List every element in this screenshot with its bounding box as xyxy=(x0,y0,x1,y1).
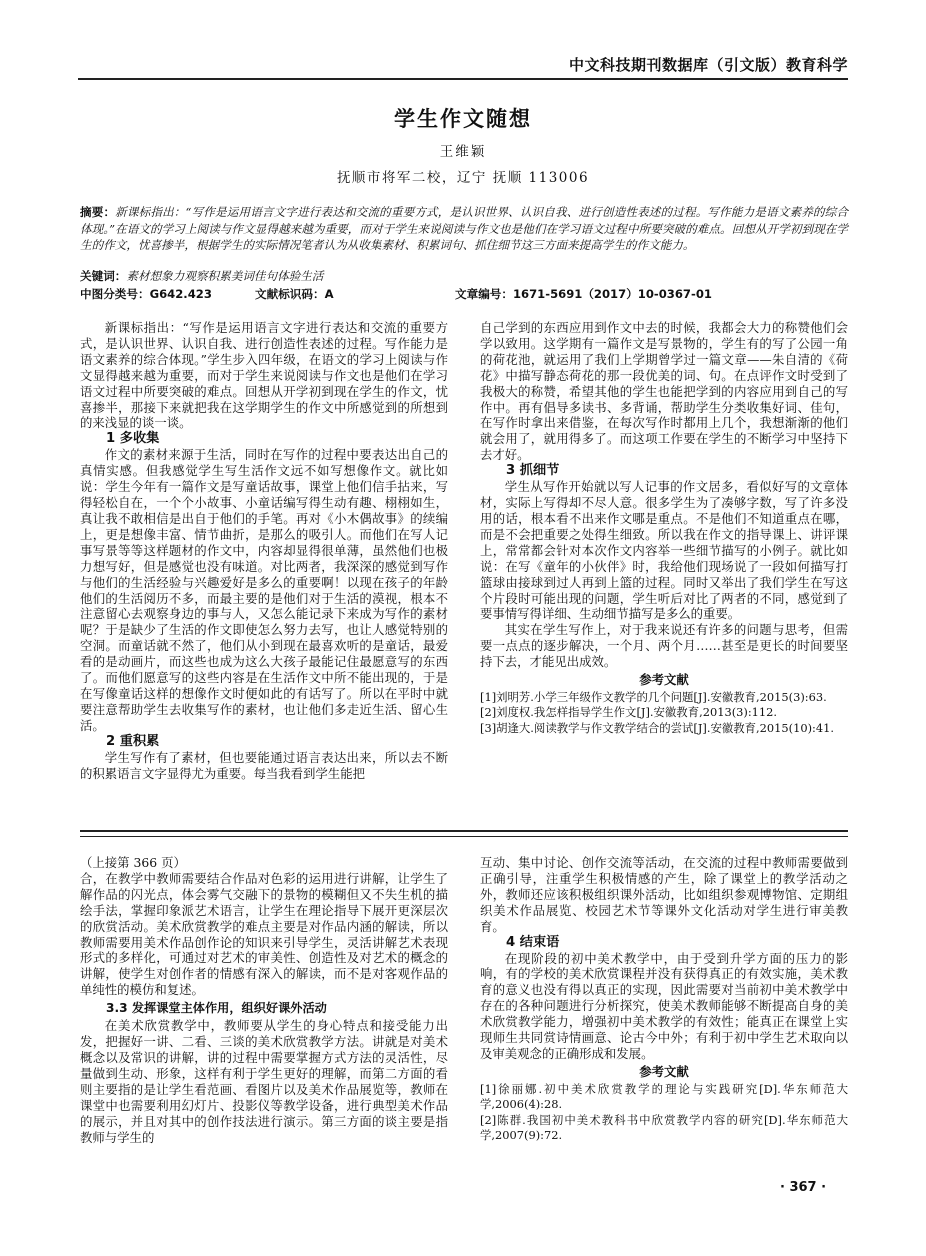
section-heading: 3.3 发挥课堂主体作用，组织好课外活动 xyxy=(106,1001,327,1016)
doc-code-label: 文献标识码： xyxy=(255,287,325,301)
reference-item: [1]刘明芳.小学三年级作文教学的几个问题[J].安徽教育,2015(3):63. xyxy=(480,689,827,704)
keywords-label: 关键词： xyxy=(80,269,127,283)
paragraph: 合，在教学中教师需要结合作品对色彩的运用进行讲解，让学生了解作品的闪光点，体会雾气交融下的景物的模糊但又不失生机的描绘手法，掌握印象派艺术语言，让学生在理论指导下展开更深层次的欣赏活动。美术欣赏教学的难点主要是对作品内涵的解读，所以教师需要用美术作品创作论的知识来引导学生，灵活讲解艺术表现形式的多样化，可通过对艺术的审美性、创造性及对艺术的概念的讲解，使学生对创作者的情感有深入的解读，而不是对客观作品的单纯性的模仿和复述。 xyxy=(80,870,448,998)
section-heading: 4 结束语 xyxy=(506,934,560,950)
clc-field xyxy=(80,286,255,302)
paragraph: 在美术欣赏教学中，教师要从学生的身心特点和接受能力出发，把握好一讲、二看、三谈的美术欣赏教学方法。讲就是对美术概念以及常识的讲解，讲的过程中需要掌握方式方法的灵活性，尽量做到生动、形象，这样有利于学生更好的理解，而第二方面的看则主要指的是让学生看范画、看图片以及美术作品展览等，教师在课堂中也需要利用幻灯片、投影仪等教学设备，进行典型美术作品的展示，并且对其中的创作技法进行演示。第三方面的谈主要是指教师与学生的 xyxy=(80,1018,448,1145)
abstract-text: 新课标指出：“写作是运用语言文字进行表达和交流的重要方式，是认识世界、认识自我、进行创造性表述的过程。写作能力是语文素养的综合体现。”在语文的学习上阅读与作文显得越来越为重要，而对于学生来说阅读与作文也是他们在学习语文过程中所要突破的难点。回想从开学初到现在学生的作文，忧喜掺半，根据学生的实际情况笔者认为从收集素材、积累词句、抓住细节这三方面来提高学生的作文能力。 xyxy=(80,205,848,252)
references-heading: 参考文献 xyxy=(639,1063,689,1079)
paragraph: 学生从写作开始就以写人记事的作文居多，看似好写的文章体材，实际上写得却不尽人意。很多学生为了凑够字数，写了许多没用的话，根本看不出来作文哪是重点。不是他们不知道重点在哪，而是不会把重要之处得生细致。所以我在作文的指导课上、讲评课上，常常都会针对本次作文内容举一些细节描写的小例子。就比如说：在写《童年的小伙伴》时，我给他们现场说了一段如何描写打篮球由接球到过人再到上篮的过程。同时又举出了我们学生在写这个片段时可能出现的问题，学生听后对比了两者的不同，感觉到了要事情写得详细、生动细节描写是多么的重要。 xyxy=(480,479,848,622)
journal-name: 中文科技期刊数据库（引文版）教育科学 xyxy=(568,56,848,74)
section-heading: 2 重积累 xyxy=(106,733,160,749)
reference-item: [2]刘度权.我怎样指导学生作文[J].安徽教育,2013(3):112. xyxy=(480,705,778,720)
article-no-field xyxy=(455,286,712,302)
reference-item: [1]徐丽娜.初中美术欣赏教学的理论与实践研究[D].华东师范大学,2006(4):28. xyxy=(480,1081,848,1112)
paragraph: 其实在学生写作上，对于我来说还有许多的问题与思考，但需要一点点的逐步解决，一个月、两个月……甚至是更长的时间要坚持下去，才能见出成效。 xyxy=(480,622,848,670)
column-3 xyxy=(80,855,448,1145)
continued-note: （上接第 366 页） xyxy=(80,855,186,870)
keywords xyxy=(80,268,848,284)
paragraph: 自己学到的东西应用到作文中去的时候，我都会大力的称赞他们会学以致用。这学期有一篇作文是写景物的，学生有的写了公园一角的荷花池，就运用了我们上学期曾学过一篇文章——朱自清的《荷花》中描写静态荷花的那一段优美的词、句。在点评作文时受到了我极大的称赞，希望其他的学生也能把学到的内容应用到自己的写作中。再有倡导多读书、多背诵，帮助学生分类收集好词、佳句，在写作时拿出来借鉴，在每次写作时都用上几个，我想渐渐的他们就会用了，就用得多了。而这项工作要在学生的不断学习中坚持下去才好。 xyxy=(480,320,848,463)
column-2 xyxy=(480,320,848,736)
page-number: · 367 · xyxy=(780,1180,827,1195)
column-1 xyxy=(80,320,448,781)
article-author: 王维颖 xyxy=(439,144,487,160)
clc-label: 中图分类号： xyxy=(80,287,150,301)
reference-item: [3]胡逢大.阅读教学与作文教学结合的尝试[J].安徽教育,2015(10):41. xyxy=(480,720,834,735)
abstract xyxy=(80,204,848,254)
paragraph: 作文的素材来源于生活，同时在写作的过程中要表达出自己的真情实感。但我感觉学生写生活作文远不如写想像作文。就比如说：学生今年有一篇作文是写童话故事，课堂上他们信手拈来，写得轻松自在，一个个小故事、小童话编写得生动有趣、栩栩如生，真让我不敢相信是出自于他们的手笔。再对《小木偶故事》的续编上，更是想像丰富、情节曲折，是那么的吸引人。而他们在写人记事写景等等这样题材的作文中，内容却显得很单薄，虽然他们也极力想写好，但是感觉也没有味道。对比两者，我深深的感觉到写作与他们的生活经验与兴趣爱好是多么的重要啊！以现在孩子的年龄他们的生活阅历不多，而最主要的是他们对于生活的漠视，根本不注意留心去观察身边的事与人，又怎么能记录下来成为写作的素材呢？于是缺少了生活的作文即使怎么努力去写，也让人感觉特别的空洞。而童话就不然了，他们从小到现在最喜欢听的是童话，最爱看的是动画片，而这些也成为这么大孩子最能记住最愿意写的东西了。而他们愿意写的这些内容是在生活作文中所不能出现的，于是在写像童话这样的想像作文时便如此的有话写了。所以在平时中就要注意帮助学生去收集写作的素材，也让他们多走近生活、留心生活。 xyxy=(80,447,448,733)
paragraph: 在现阶段的初中美术教学中，由于受到升学方面的压力的影响，有的学校的美术欣赏课程并没有获得真正的有效实施，美术教育的意义也没有得以真正的实现，因此需要对当前初中美术教学中存在的各种问题进行分析探究，使美术教师能够不断提高自身的美术欣赏教学能力，增强初中美术教学的有效性；能真正在课堂上实现师生共同赏诗情画意、论古今中外；有利于初中学生艺术取向以及审美观念的正确形成和发展。 xyxy=(480,950,848,1061)
doc-code-field xyxy=(255,286,455,302)
abstract-label: 摘要： xyxy=(80,205,116,219)
classification-line xyxy=(80,286,848,302)
doc-code-value: A xyxy=(324,287,334,301)
paragraph: 互动、集中讨论、创作交流等活动，在交流的过程中教师需要做到正确引导，注重学生积极情感的产生，除了课堂上的教学活动之外，教师还应该积极组织课外活动，比如组织参观博物馆、定期组织美术作品展览、校园艺术节等课外文化活动对学生进行审美教育。 xyxy=(480,855,848,934)
article-title: 学生作文随想 xyxy=(394,107,532,131)
paragraph: 新课标指出：“写作是运用语言文字进行表达和交流的重要方式，是认识世界、认识自我、进行创造性表述的过程。写作能力是语文素养的综合体现。”学生步入四年级，在语文的学习上阅读与作文显得越来越为重要，而对于学生来说阅读与作文也是他们在学习语文过程中所要突破的难点。回想从开学初到现在学生的作文，忧喜掺半，那接下来就把我在这学期学生的作文中所感觉到的所想到的来浅显的谈一谈。 xyxy=(80,320,448,431)
paragraph: 学生写作有了素材，但也要能通过语言表达出来，所以去不断的积累语言文字显得尤为重要。每当我看到学生能把 xyxy=(80,749,448,781)
article-no-value: 1671-5691（2017）10-0367-01 xyxy=(512,287,712,301)
author-affiliation: 抚顺市将军二校，辽宁 抚顺 113006 xyxy=(336,170,590,186)
running-header xyxy=(78,52,848,80)
section-heading: 1 多收集 xyxy=(106,431,160,447)
article-no-label: 文章编号： xyxy=(455,287,513,301)
reference-item: [2]陈群.我国初中美术教科书中欣赏教学内容的研究[D].华东师范大学,2007(9):72. xyxy=(480,1112,848,1142)
clc-value: G642.423 xyxy=(149,287,212,301)
references-heading: 参考文献 xyxy=(639,672,689,688)
column-4 xyxy=(480,855,848,1143)
article-separator xyxy=(80,830,848,837)
keywords-text: 素材想象力观察积累美词佳句体验生活 xyxy=(126,269,324,283)
section-heading: 3 抓细节 xyxy=(506,463,560,479)
